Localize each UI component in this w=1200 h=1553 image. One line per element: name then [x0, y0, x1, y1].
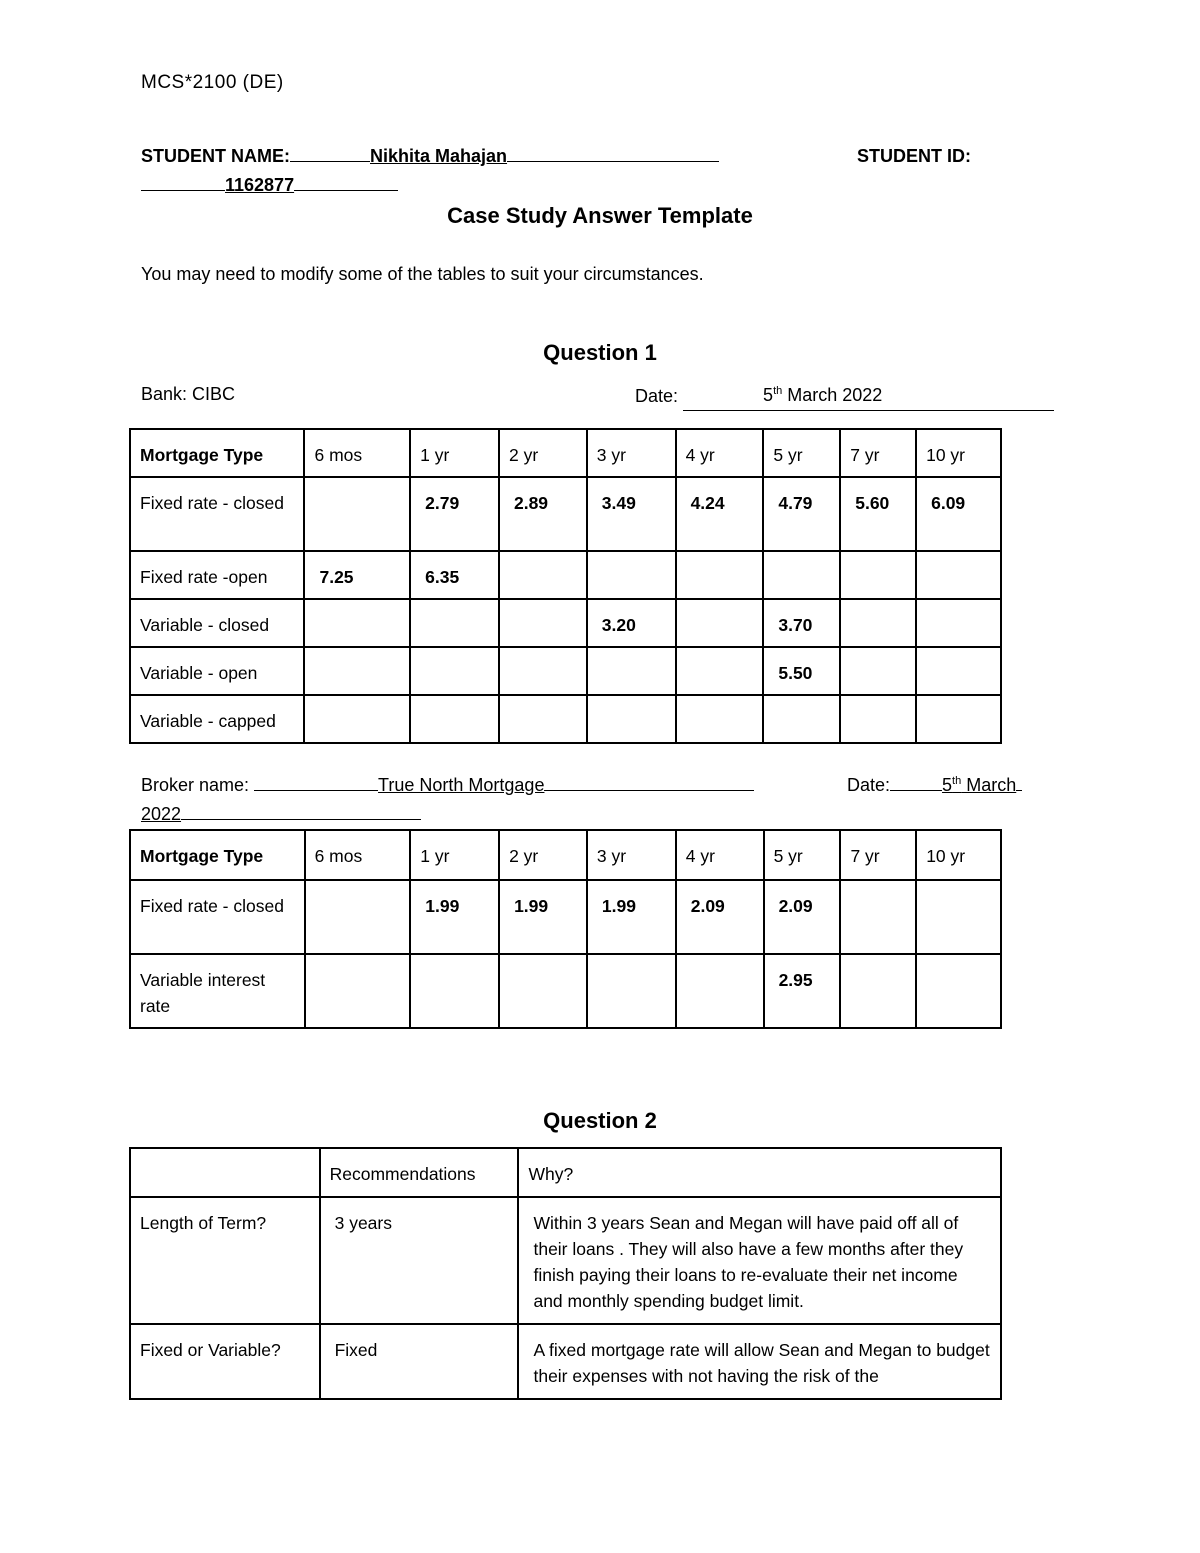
column-header: Mortgage Type: [130, 429, 304, 477]
rate-cell: [916, 551, 1001, 599]
broker-date-line: [847, 775, 1022, 796]
bank-date-line: [635, 384, 1054, 407]
broker-rates-table: [129, 829, 1002, 1029]
student-id-label: STUDENT ID:: [857, 146, 971, 166]
reason-cell: A fixed mortgage rate will allow Sean and Megan to budget their expenses with not having the risk of the: [518, 1324, 1001, 1399]
column-header: 10 yr: [916, 830, 1001, 880]
instruction-text: You may need to modify some of the tables to suit your circumstances.: [141, 264, 704, 284]
bank-date-rest: March 2022: [782, 385, 883, 405]
rate-cell: 5.50: [763, 647, 840, 695]
rate-cell: [763, 551, 840, 599]
rate-cell: [499, 551, 587, 599]
recommendation-cell: 3 years: [320, 1197, 519, 1324]
rate-cell: [410, 695, 499, 743]
table-header-row: [130, 830, 1001, 880]
broker-date-month: March: [961, 775, 1017, 795]
rate-cell: 1.99: [499, 880, 587, 954]
column-header: 1 yr: [410, 830, 499, 880]
row-label: Variable - closed: [130, 599, 304, 647]
rate-cell: 1.99: [410, 880, 499, 954]
rate-cell: [840, 954, 916, 1028]
row-label: Fixed rate - closed: [130, 477, 304, 551]
bank-date-day: 5: [763, 385, 774, 405]
recommendation-cell: Fixed: [320, 1324, 519, 1399]
rate-cell: [676, 954, 764, 1028]
row-label: Variable - open: [130, 647, 304, 695]
rate-cell: 2.09: [764, 880, 841, 954]
rate-cell: [304, 647, 410, 695]
table-row: [130, 1197, 1001, 1324]
rate-cell: 2.79: [410, 477, 499, 551]
rate-cell: 2.89: [499, 477, 587, 551]
table-row: [130, 551, 1001, 599]
column-header: 3 yr: [587, 830, 676, 880]
rate-cell: [916, 695, 1001, 743]
column-header: 4 yr: [676, 429, 764, 477]
rate-cell: [587, 695, 676, 743]
rate-cell: [676, 551, 764, 599]
rate-cell: [410, 599, 499, 647]
rate-cell: 3.70: [763, 599, 840, 647]
column-header: 2 yr: [499, 830, 587, 880]
rate-cell: [305, 954, 411, 1028]
rate-cell: [499, 695, 587, 743]
rate-cell: [916, 599, 1001, 647]
table-row: [130, 599, 1001, 647]
rate-cell: 2.09: [676, 880, 764, 954]
rate-cell: [763, 695, 840, 743]
broker-date-day: 5: [942, 775, 953, 795]
student-id-line: [141, 175, 398, 196]
rate-cell: [916, 954, 1001, 1028]
question-1-title: Question 1: [543, 340, 657, 365]
row-label: Fixed rate - closed: [130, 880, 305, 954]
broker-date-year-line: [141, 804, 421, 825]
column-header: 6 mos: [304, 429, 410, 477]
rate-cell: [499, 647, 587, 695]
column-header: Recommendations: [320, 1148, 519, 1197]
column-header: 5 yr: [763, 429, 840, 477]
column-header: Mortgage Type: [130, 830, 305, 880]
rate-cell: [840, 599, 916, 647]
rate-cell: [410, 647, 499, 695]
rate-cell: [676, 599, 764, 647]
rate-cell: [304, 477, 410, 551]
row-label: Variable interest rate: [130, 954, 305, 1028]
row-label: Variable - capped: [130, 695, 304, 743]
rate-cell: [840, 647, 916, 695]
rate-cell: 4.24: [676, 477, 764, 551]
student-name-label: STUDENT NAME:: [141, 146, 290, 166]
rate-cell: [676, 695, 764, 743]
student-id-value: 1162877: [225, 175, 295, 195]
table-header-row: [130, 429, 1001, 477]
student-name-value: Nikhita Mahajan: [370, 146, 508, 166]
column-header: [130, 1148, 320, 1197]
broker-line: [141, 775, 754, 796]
student-name-line: [141, 146, 719, 167]
column-header: 7 yr: [840, 429, 916, 477]
table-row: [130, 1324, 1001, 1399]
rate-cell: 6.35: [410, 551, 499, 599]
table-header-row: [130, 1148, 1001, 1197]
broker-date-year: 2022: [141, 804, 182, 824]
rate-cell: [840, 695, 916, 743]
column-header: 6 mos: [305, 830, 411, 880]
broker-name: True North Mortgage: [378, 775, 545, 795]
column-header: 1 yr: [410, 429, 499, 477]
bank-date-suffix: th: [773, 385, 783, 397]
rate-cell: 6.09: [916, 477, 1001, 551]
broker-date-suffix: th: [952, 775, 962, 787]
column-header: 2 yr: [499, 429, 587, 477]
column-header: 4 yr: [676, 830, 764, 880]
rate-cell: [587, 551, 676, 599]
rate-cell: [587, 954, 676, 1028]
rate-cell: [840, 551, 916, 599]
column-header: 10 yr: [916, 429, 1001, 477]
rate-cell: 3.20: [587, 599, 676, 647]
reason-cell: Within 3 years Sean and Megan will have paid off all of their loans . They will also have a few months after they finish paying their loans to re-evaluate their net income and monthly spending budget limit.: [518, 1197, 1001, 1324]
table-row: [130, 880, 1001, 954]
rate-cell: [840, 880, 916, 954]
recommendations-table: [129, 1147, 1002, 1400]
table-row: [130, 647, 1001, 695]
column-header: 3 yr: [587, 429, 676, 477]
rate-cell: 3.49: [587, 477, 676, 551]
question-2-title: Question 2: [543, 1108, 657, 1133]
column-header: Why?: [518, 1148, 1001, 1197]
rate-cell: [916, 647, 1001, 695]
bank-line: Bank: CIBC: [141, 384, 236, 404]
rate-cell: [304, 599, 410, 647]
rate-cell: [587, 647, 676, 695]
rate-cell: [916, 880, 1001, 954]
rate-cell: [410, 954, 499, 1028]
rate-cell: [499, 954, 587, 1028]
rate-cell: 4.79: [763, 477, 840, 551]
broker-label: Broker name:: [141, 775, 255, 795]
rate-cell: [305, 880, 411, 954]
rate-cell: [304, 695, 410, 743]
rate-cell: 1.99: [587, 880, 676, 954]
table-row: [130, 695, 1001, 743]
page-title: Case Study Answer Template: [447, 203, 753, 228]
column-header: 7 yr: [840, 830, 916, 880]
table-row: [130, 954, 1001, 1028]
bank-date-label: Date:: [635, 386, 679, 406]
rate-cell: [499, 599, 587, 647]
row-label: Length of Term?: [130, 1197, 320, 1324]
bank-rates-table: [129, 428, 1002, 744]
table-row: [130, 477, 1001, 551]
course-code: MCS*2100 (DE): [141, 72, 284, 93]
rate-cell: 7.25: [304, 551, 410, 599]
row-label: Fixed or Variable?: [130, 1324, 320, 1399]
rate-cell: 2.95: [764, 954, 841, 1028]
row-label: Fixed rate -open: [130, 551, 304, 599]
rate-cell: [676, 647, 764, 695]
rate-cell: 5.60: [840, 477, 916, 551]
column-header: 5 yr: [764, 830, 841, 880]
broker-date-label: Date:: [847, 775, 891, 795]
